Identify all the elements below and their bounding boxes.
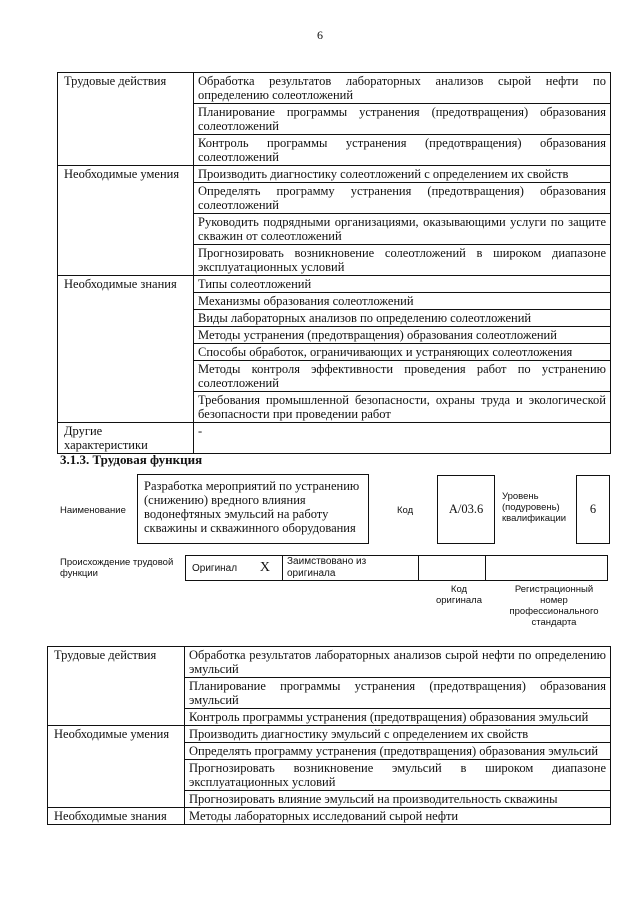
name-label: Наименование — [60, 505, 126, 516]
table-cell: Руководить подрядными организациями, оказывающими услуги по защите скважин от солеотложений — [194, 214, 611, 245]
table-cell: Определять программу устранения (предотвращения) образования эмульсий — [185, 743, 611, 760]
origin-reg-cell — [485, 555, 608, 581]
table-cell: - — [194, 423, 611, 454]
table-body — [58, 73, 611, 454]
row-group-label: Необходимые умения — [58, 166, 194, 276]
table-cell: Прогнозировать влияние эмульсий на производительность скважины — [185, 791, 611, 808]
origin-label: Происхождение трудовой функции — [60, 557, 174, 579]
table-cell: Требования промышленной безопасности, охраны труда и экологической безопасности при проведении работ — [194, 392, 611, 423]
row-group-label: Необходимые знания — [58, 276, 194, 423]
table-row — [58, 166, 611, 183]
qualification-level: 6 — [576, 475, 610, 544]
table-row — [58, 73, 611, 104]
code-original-caption: Код оригинала — [435, 584, 482, 606]
table-cell: Производить диагностику эмульсий с определением их свойств — [185, 726, 611, 743]
row-group-label: Необходимые знания — [48, 808, 185, 825]
table-cell: Методы контроля эффективности проведения работ по устранению солеотложений — [194, 361, 611, 392]
table-cell: Контроль программы устранения (предотвращения) образования солеотложений — [194, 135, 611, 166]
table-row — [58, 276, 611, 293]
section-title: 3.1.3. Трудовая функция — [60, 452, 203, 467]
reg-number-caption: Регистрационный номер профессионального стандарта — [509, 584, 599, 628]
table-cell: Виды лабораторных анализов по определению солеотложений — [194, 310, 611, 327]
competency-table-bottom — [47, 646, 611, 825]
table-cell: Обработка результатов лабораторных анализов сырой нефти по определению солеотложений — [194, 73, 611, 104]
table-cell: Прогнозировать возникновение эмульсий в широком диапазоне эксплуатационных условий — [185, 760, 611, 791]
table-cell: Обработка результатов лабораторных анализов сырой нефти по определению эмульсий — [185, 647, 611, 678]
row-group-label: Трудовые действия — [48, 647, 185, 726]
origin-code-cell — [418, 555, 486, 581]
table-row — [48, 647, 611, 678]
table-cell: Способы обработок, ограничивающих и устраняющих солеотложения — [194, 344, 611, 361]
table-cell: Прогнозировать возникновение солеотложений в широком диапазоне эксплуатационных условий — [194, 245, 611, 276]
table-row — [48, 808, 611, 825]
table-cell: Методы лабораторных исследований сырой нефти — [185, 808, 611, 825]
row-group-label: Другие характеристики — [58, 423, 194, 454]
page-number: 6 — [317, 28, 323, 42]
original-label: Оригинал — [192, 562, 238, 574]
origin-original-cell — [185, 555, 283, 581]
table-cell: Планирование программы устранения (предотвращения) образования солеотложений — [194, 104, 611, 135]
table-cell: Методы устранения (предотвращения) образования солеотложений — [194, 327, 611, 344]
competency-table-top — [57, 72, 611, 454]
table-row — [48, 726, 611, 743]
table-cell: Механизмы образования солеотложений — [194, 293, 611, 310]
table-cell: Типы солеотложений — [194, 276, 611, 293]
row-group-label: Трудовые действия — [58, 73, 194, 166]
function-name: Разработка мероприятий по устранению (снижению) вредного влияния водонефтяных эмульсий на работу скважины и скважинного оборудования — [137, 474, 369, 544]
table-row — [58, 423, 611, 454]
origin-borrowed-cell: Заимствовано из оригинала — [282, 555, 419, 581]
original-mark: X — [259, 560, 270, 575]
table-cell: Определять программу устранения (предотвращения) образования солеотложений — [194, 183, 611, 214]
origin-row — [186, 555, 610, 581]
table-body — [48, 647, 611, 825]
table-cell: Производить диагностику солеотложений с определением их свойств — [194, 166, 611, 183]
table-cell: Планирование программы устранения (предотвращения) образования эмульсий — [185, 678, 611, 709]
table-cell: Контроль программы устранения (предотвращения) образования эмульсий — [185, 709, 611, 726]
function-code: A/03.6 — [437, 475, 495, 544]
code-label: Код — [397, 505, 414, 516]
level-label: Уровень (подуровень) квалификации — [502, 491, 567, 524]
row-group-label: Необходимые умения — [48, 726, 185, 808]
